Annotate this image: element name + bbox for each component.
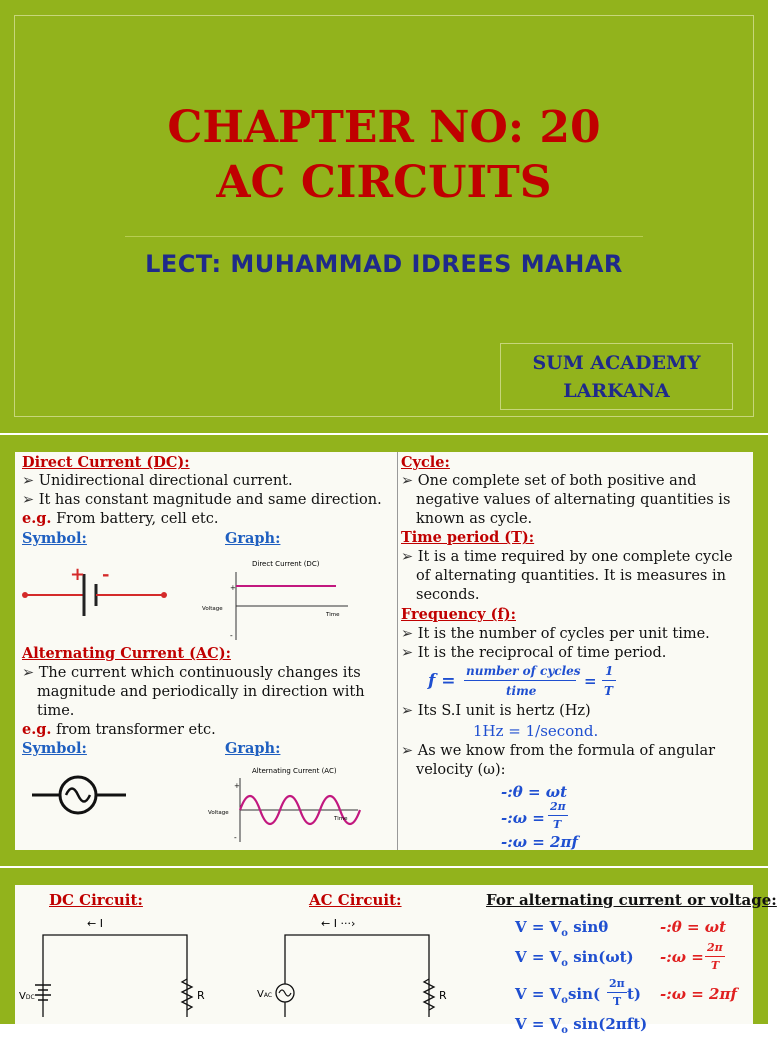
dc-source-label: VDC bbox=[19, 991, 35, 1002]
formula-2-right-den: T bbox=[711, 959, 720, 972]
ac-graph-xlabel: Time bbox=[334, 816, 348, 822]
si-unit-bullet: ➢ Its S.I unit is hertz (Hz) bbox=[401, 703, 591, 719]
ac-graph-title: Alternating Current (AC) bbox=[252, 767, 337, 775]
frequency-bullet-1: ➢ It is the number of cycles per unit time. bbox=[401, 626, 710, 642]
formula-1: $V = V_o$ sinθ bbox=[515, 918, 609, 939]
omega-eq-3: -:ω = 2πf bbox=[501, 833, 578, 851]
time-period-text-2: of alternating quantities. It is measures in bbox=[416, 568, 726, 584]
ac-graph-minus: - bbox=[234, 833, 237, 842]
formula-3: $V = V_o\sin$( bbox=[515, 985, 601, 1006]
cycle-text-3: known as cycle. bbox=[416, 511, 533, 527]
title-slide bbox=[0, 0, 768, 433]
si-unit-equation: 1Hz = 1/second. bbox=[473, 722, 599, 740]
dc-circuit-diagram bbox=[15, 913, 215, 1024]
formula-3-num: 2π bbox=[609, 977, 625, 990]
ac-resistor-label: R bbox=[439, 989, 447, 1002]
freq-eq-bar-2 bbox=[602, 680, 616, 681]
dc-resistor-label: R bbox=[197, 989, 205, 1002]
cycle-heading: Cycle: bbox=[401, 454, 450, 471]
omega-eq-2-den: T bbox=[553, 818, 562, 831]
dc-current-label: ← I bbox=[87, 917, 103, 930]
formula-2: $V = V_o$ sin(ωt) bbox=[515, 948, 634, 969]
left-column bbox=[15, 452, 397, 850]
battery-plus: + bbox=[70, 564, 86, 585]
notes-slide bbox=[0, 435, 768, 866]
ac-graph-label: Graph: bbox=[225, 740, 281, 757]
ac-example: e.g. from transformer etc. bbox=[22, 721, 216, 738]
circuits-page bbox=[15, 885, 777, 1036]
time-period-text-1: ➢ It is a time required by one complete cycle bbox=[401, 549, 733, 565]
freq-eq-lhs: f = bbox=[428, 671, 456, 691]
dc-graph-ylabel: Voltage bbox=[202, 606, 223, 612]
formula-3-tail: t) bbox=[627, 985, 642, 1003]
ac-graph bbox=[200, 762, 360, 847]
dc-graph-minus: - bbox=[230, 631, 233, 640]
dc-bullet-2: ➢ It has constant magnitude and same direction. bbox=[22, 492, 382, 508]
freq-eq-denominator: time bbox=[506, 684, 537, 698]
ac-bullet-1: ➢ The current which continuously changes its bbox=[22, 665, 361, 681]
ac-source-label: VAC bbox=[257, 989, 273, 1000]
ac-circuit-diagram bbox=[255, 913, 455, 1024]
ac-symbol-label: Symbol: bbox=[22, 740, 87, 757]
dc-circuit-label: DC Circuit: bbox=[49, 891, 143, 909]
right-column bbox=[398, 452, 753, 850]
ac-graph-ylabel: Voltage bbox=[208, 810, 229, 816]
formula-2-right-num: 2π bbox=[707, 941, 723, 954]
dc-example: e.g. From battery, cell etc. bbox=[22, 510, 219, 527]
ac-current-label: ← I ···› bbox=[321, 917, 356, 930]
formula-4: $V = V_o$ sin(2πft) bbox=[515, 1015, 648, 1036]
dc-graph bbox=[200, 552, 350, 647]
academy-name: SUM ACADEMY bbox=[532, 352, 701, 374]
ac-bullet-1-l3: time. bbox=[37, 703, 75, 719]
ac-source-symbol-icon bbox=[30, 770, 130, 820]
omega-bullet-l2: velocity (ω): bbox=[416, 762, 506, 778]
freq-eq-numerator: number of cycles bbox=[466, 664, 581, 678]
ac-heading: Alternating Current (AC): bbox=[22, 645, 231, 662]
academy-box bbox=[500, 343, 733, 410]
freq-eq-bar bbox=[464, 680, 576, 681]
formula-3-den: T bbox=[613, 995, 622, 1008]
academy-city: LARKANA bbox=[563, 380, 670, 402]
time-period-text-3: seconds. bbox=[416, 587, 480, 603]
dc-bullet-1: ➢ Unidirectional directional current. bbox=[22, 473, 293, 489]
chapter-subtitle: AC CIRCUITS bbox=[216, 157, 552, 208]
notes-page bbox=[15, 452, 753, 850]
omega-eq-2-num: 2π bbox=[550, 800, 566, 813]
battery-minus: - bbox=[102, 564, 110, 585]
omega-eq-2-lhs: -:ω = bbox=[501, 809, 545, 827]
ac-circuit-label: AC Circuit: bbox=[309, 891, 402, 909]
dc-graph-xlabel: Time bbox=[326, 612, 340, 618]
dc-graph-title: Direct Current (DC) bbox=[252, 560, 320, 568]
formula-3-right: -:ω = 2πf bbox=[660, 985, 737, 1003]
time-period-heading: Time period (T): bbox=[401, 529, 535, 546]
cycle-text-2: negative values of alternating quantities is bbox=[416, 492, 731, 508]
chapter-title: CHAPTER NO: 20 bbox=[167, 102, 601, 153]
dc-graph-plus: + bbox=[230, 584, 236, 592]
freq-eq-denominator-2: T bbox=[604, 684, 613, 698]
omega-bullet: ➢ As we know from the formula of angular bbox=[401, 743, 716, 759]
title-divider bbox=[125, 236, 643, 237]
ac-formulas-heading: For alternating current or voltage: bbox=[486, 891, 777, 909]
ac-graph-plus: + bbox=[234, 782, 240, 790]
ac-bullet-1-l2: magnitude and periodically in direction with bbox=[37, 684, 365, 700]
dc-heading: Direct Current (DC): bbox=[22, 454, 190, 471]
formula-1-right: -:θ = ωt bbox=[660, 918, 726, 936]
frequency-heading: Frequency (f): bbox=[401, 606, 516, 623]
frequency-bullet-2: ➢ It is the reciprocal of time period. bbox=[401, 645, 667, 661]
lecturer-name: LECT: MUHAMMAD IDREES MAHAR bbox=[145, 250, 623, 278]
dc-symbol-label: Symbol: bbox=[22, 530, 87, 547]
freq-eq-numerator-2: 1 bbox=[605, 664, 614, 678]
dc-graph-label: Graph: bbox=[225, 530, 281, 547]
circuits-slide bbox=[0, 868, 777, 1036]
omega-eq-1: -:θ = ωt bbox=[501, 783, 567, 801]
freq-eq-equals: = bbox=[584, 672, 597, 690]
cycle-text-1: ➢ One complete set of both positive and bbox=[401, 473, 697, 489]
battery-symbol-icon bbox=[20, 562, 180, 632]
formula-2-right-lhs: -:ω = bbox=[660, 948, 704, 966]
